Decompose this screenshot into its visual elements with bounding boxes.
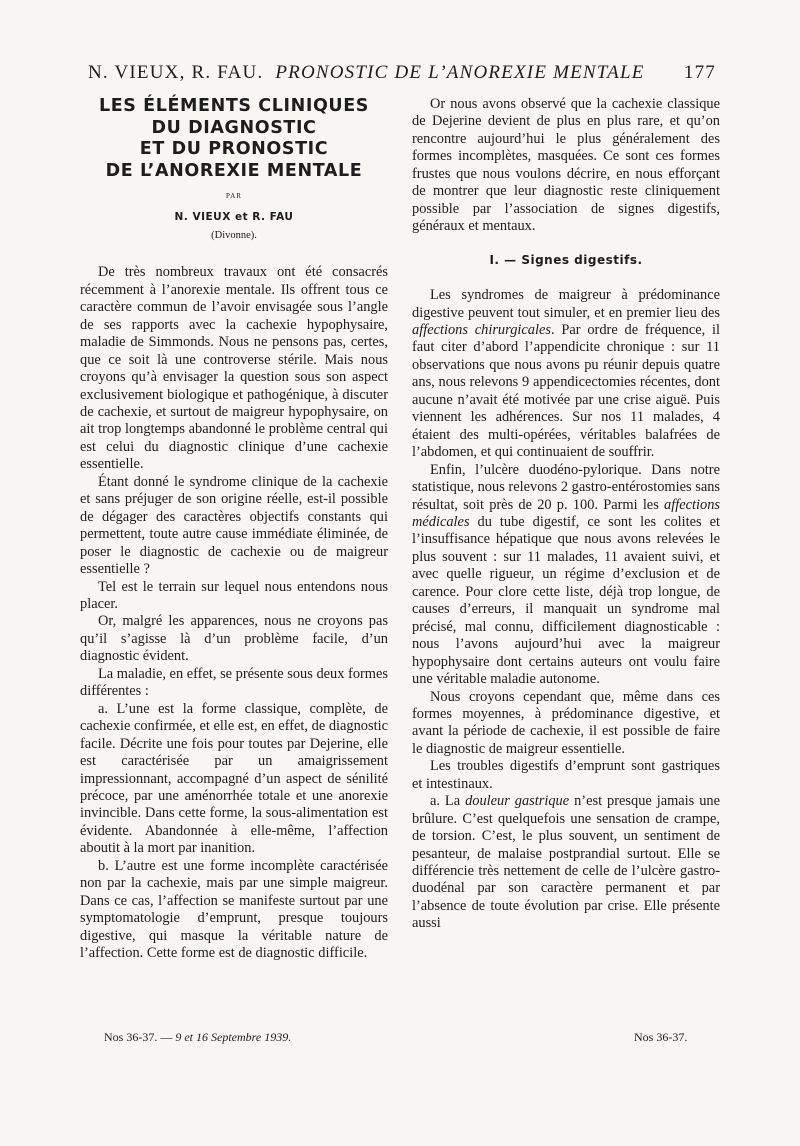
title-line: ET DU PRONOSTIC xyxy=(139,139,329,159)
text-run: n’est presque jamais une brûlure. C’est quelquefois une sensation de crampe, de torsion. C’est, le plus souvent, un sentiment de pesanteur, de malaise postprandial surtout. Elle se différencie très nettement de celle de l’ulcère gastro-duodénal par son caractère permanent et par l’absence de toute évolution par crise. Elle présente aussi xyxy=(412,793,721,932)
running-head-title: PRONOSTIC DE L’ANOREXIE MENTALE xyxy=(275,62,645,83)
footer-issue: Nos 36-37. — xyxy=(104,1030,173,1044)
emphasis: affections chirurgicales xyxy=(412,321,551,338)
footer-right xyxy=(634,1030,687,1045)
paragraph: Or, malgré les apparences, nous ne croyons pas qu’il s’agisse là d’un problème facile, d’un diagnostic évident. xyxy=(80,613,388,665)
emphasis: affections médicales xyxy=(412,496,720,530)
paragraph: La maladie, en effet, se présente sous deux formes différentes : xyxy=(80,665,388,700)
paragraph xyxy=(412,287,720,462)
article-title xyxy=(80,96,388,182)
paragraph: De très nombreux travaux ont été consacrés récemment à l’anorexie mentale. Ils offrent tous ce caractère commun de l’avoir envisagée sous l’angle de ses rapports avec la cachexie hypophysaire, maladie de Simmonds. Nous ne pensons pas, certes, que ce soit là une controverse stérile. Mais nous croyons qu’à envisager la question sous son aspect exclusivement biologique et pathogénique, à discuter de cachexie, et surtout de maigreur hypophysaire, on ait trop longtemps abandonné le problème central qui est celui du diagnostic clinique d’une cachexie essentielle. xyxy=(80,264,388,473)
byline: N. VIEUX et R. FAU xyxy=(174,211,294,224)
title-line: DU DIAGNOSTIC xyxy=(151,117,317,138)
text-run: . Par ordre de fréquence, il faut citer d’abord l’appendicite chronique : sur 11 observations que nous avons pu réunir depuis quatre ans, nous relevons 9 appendicectomies récentes, dont aucune n’avait été motivée par une crise aiguë. Puis viennent les adhérences. Sur nos 11 malades, 4 étaient des multi-opérées, véritables balafrées de l’abdomen, et qui continuaient de souffrir. xyxy=(412,321,720,461)
text-run: Enfin, l’ulcère duodéno-pylorique. Dans notre statistique, nous relevons 2 gastro-entérostomies sans résultat, soit près de 20 p. 100. Parmi les xyxy=(412,461,720,513)
paragraph: Tel est le terrain sur lequel nous entendons nous placer. xyxy=(80,578,388,612)
par-label: PAR xyxy=(226,192,242,200)
footer-issue: Nos 36-37. xyxy=(634,1030,688,1044)
page-number: 177 xyxy=(683,62,716,83)
paragraph: Or nous avons observé que la cachexie classique de Dejerine devient de plus en plus rare, et qu’on rencontre aujourd’hui le plus généralement des formes incomplètes, masquées. Ce sont ces formes frustes que nous voulons décrire, en nous efforçant de montrer que leur diagnostic reste cliniquement possible par l’association de signes digestifs, généraux et mentaux. xyxy=(412,96,720,235)
affiliation: (Divonne). xyxy=(211,229,257,241)
running-head-authors: N. VIEUX, R. FAU. xyxy=(88,62,264,83)
paragraph xyxy=(412,793,720,933)
right-column xyxy=(412,96,720,933)
paragraph: a. L’une est la forme classique, complète, de cachexie confirmée, et elle est, en effet, de diagnostic facile. Décrite une fois pour toutes par Dejerine, elle est caractérisée par un amaigrissement impressionnant, accompagné d’un aspect de sénilité précoce, par une aménorrhée totale et une anorexie invincible. Dans cette forme, la sous-alimentation est évidente. Abandonnée à elle-même, l’affection aboutit à la mort par inanition. xyxy=(80,700,388,857)
paragraph xyxy=(412,462,720,689)
section-heading: I. — Signes digestifs. xyxy=(489,252,643,267)
paragraph: Étant donné le syndrome clinique de la cachexie et sans préjuger de son origine réelle, est-il possible de dégager des caractères objectifs constants qui permettent, toute autre cause immédiate éliminée, de poser le diagnostic de cachexie ou de maigreur essentielle ? xyxy=(80,473,388,578)
text-run: du tube digestif, ce sont les colites et l’insuffisance hépatique que nous avons relevées le plus souvent : sur 11 malades, 11 avaient suivi, et avec quelle rigueur, un régime d’exclusion et de carence. Pour clore cette liste, déjà trop longue, de causes d’erreurs, il manquait un syndrome mal précisé, mal connu, difficilement diagnosticable : nous l’avons aujourd’hui avec la maigreur hypophysaire dont certains auteurs ont voulu faire une véritable maladie autonome. xyxy=(412,513,720,688)
emphasis: douleur gastrique xyxy=(465,793,570,810)
title-line: LES ÉLÉMENTS CLINIQUES xyxy=(98,96,370,116)
running-head xyxy=(88,62,716,84)
footer-left xyxy=(104,1030,291,1045)
paragraph: Nous croyons cependant que, même dans ces formes moyennes, à prédominance digestive, et avant la période de cachexie, il est possible de faire le diagnostic de maigreur essentielle. xyxy=(412,688,720,757)
paragraph: Les troubles digestifs d’emprunt sont gastriques et intestinaux. xyxy=(412,758,720,792)
text-run: Les syndromes de maigreur à prédominance digestive peuvent tout simuler, et en premier lieu des xyxy=(412,287,720,321)
footer-date: 9 et 16 Septembre 1939. xyxy=(175,1030,292,1044)
title-line: DE L’ANOREXIE MENTALE xyxy=(105,160,363,181)
left-column xyxy=(80,96,388,962)
paragraph: b. L’autre est une forme incomplète caractérisée non par la cachexie, mais par une simple maigreur. Dans ce cas, l’affection se manifeste surtout par une symptomatologie d’emprunt, presque toujours digestive, qui masque la véritable nature de l’affection. Cette forme est de diagnostic difficile. xyxy=(80,857,388,962)
text-run: a. La xyxy=(430,793,466,810)
